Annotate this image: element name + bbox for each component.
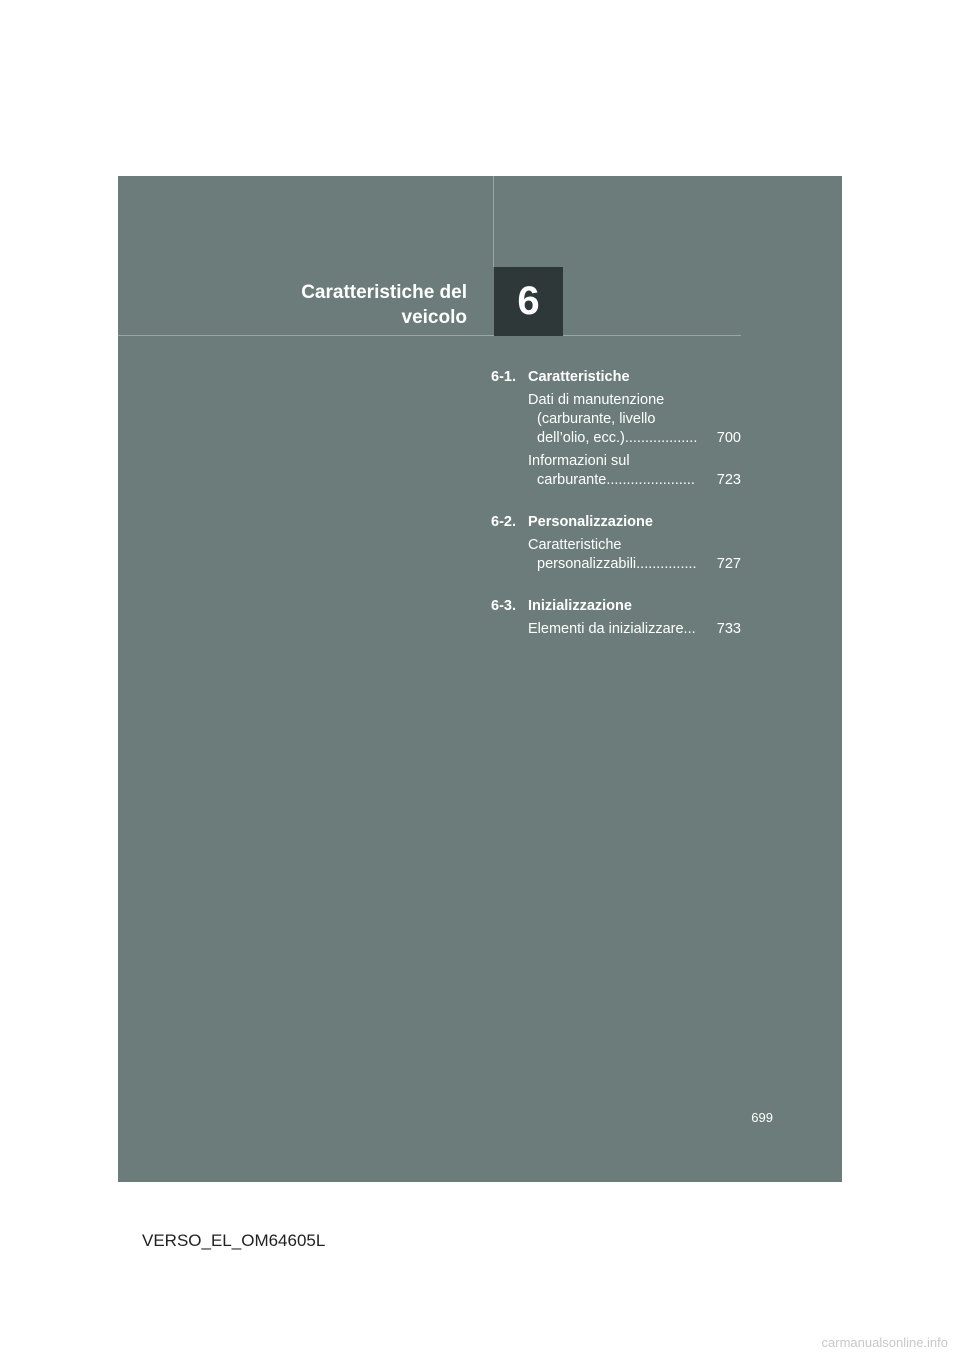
toc-entry-page: 700: [716, 430, 741, 446]
toc-entry[interactable]: [491, 391, 741, 448]
toc-section-number: 6-2.: [491, 514, 516, 530]
toc-entry[interactable]: [491, 452, 741, 490]
toc-entry-line: (carburante, livello: [537, 411, 656, 427]
toc-entry-line: Dati di manutenzione: [528, 392, 665, 408]
toc-entry[interactable]: [491, 536, 741, 574]
toc-entry-line: Elementi da inizializzare: [528, 621, 684, 637]
chapter-title: [147, 280, 467, 330]
toc-entry-page: 733: [716, 621, 741, 637]
chapter-title-line-1: Caratteristiche del: [301, 282, 467, 303]
toc-entry-page: 727: [716, 556, 741, 572]
toc-entry-line: carburante: [537, 472, 607, 488]
toc-entry-line: personalizzabili: [537, 556, 637, 572]
toc-section-number: 6-1.: [491, 369, 516, 385]
toc-section-title: Personalizzazione: [528, 514, 653, 530]
toc-section-heading[interactable]: [491, 367, 741, 387]
chapter-number-box: [494, 267, 563, 336]
toc-leader-dots: ...: [683, 621, 696, 637]
toc-section-title: Inizializzazione: [528, 598, 632, 614]
toc-entry[interactable]: [491, 620, 741, 639]
toc-entry-line: dell’olio, ecc.): [537, 430, 625, 446]
toc-section-heading[interactable]: [491, 512, 741, 532]
horizontal-divider: [118, 335, 741, 336]
toc-entry-page-line: [528, 620, 741, 639]
toc-section-title: Caratteristiche: [528, 369, 630, 385]
chapter-number: 6: [517, 279, 540, 323]
toc-entry-page-line: [528, 471, 741, 490]
table-of-contents: [491, 367, 741, 661]
toc-leader-dots: ...............: [636, 556, 697, 572]
chapter-title-line-2: veicolo: [401, 307, 467, 328]
toc-section-heading[interactable]: [491, 596, 741, 616]
page-number: 699: [751, 1110, 773, 1125]
watermark: carmanualsonline.info: [821, 1335, 948, 1350]
toc-entry-page-line: [528, 429, 741, 448]
toc-section-number: 6-3.: [491, 598, 516, 614]
toc-leader-dots: ......................: [606, 472, 695, 488]
toc-entry-line: Caratteristiche: [528, 537, 622, 553]
document-code: VERSO_EL_OM64605L: [142, 1231, 326, 1250]
toc-section: [491, 367, 741, 490]
chapter-panel: [118, 176, 842, 1182]
vertical-divider: [493, 176, 494, 267]
toc-entry-page-line: [528, 555, 741, 574]
toc-entry-page: 723: [716, 472, 741, 488]
toc-section: [491, 596, 741, 639]
toc-leader-dots: ..................: [624, 430, 698, 446]
toc-entry-line: Informazioni sul: [528, 453, 630, 469]
toc-section: [491, 512, 741, 574]
